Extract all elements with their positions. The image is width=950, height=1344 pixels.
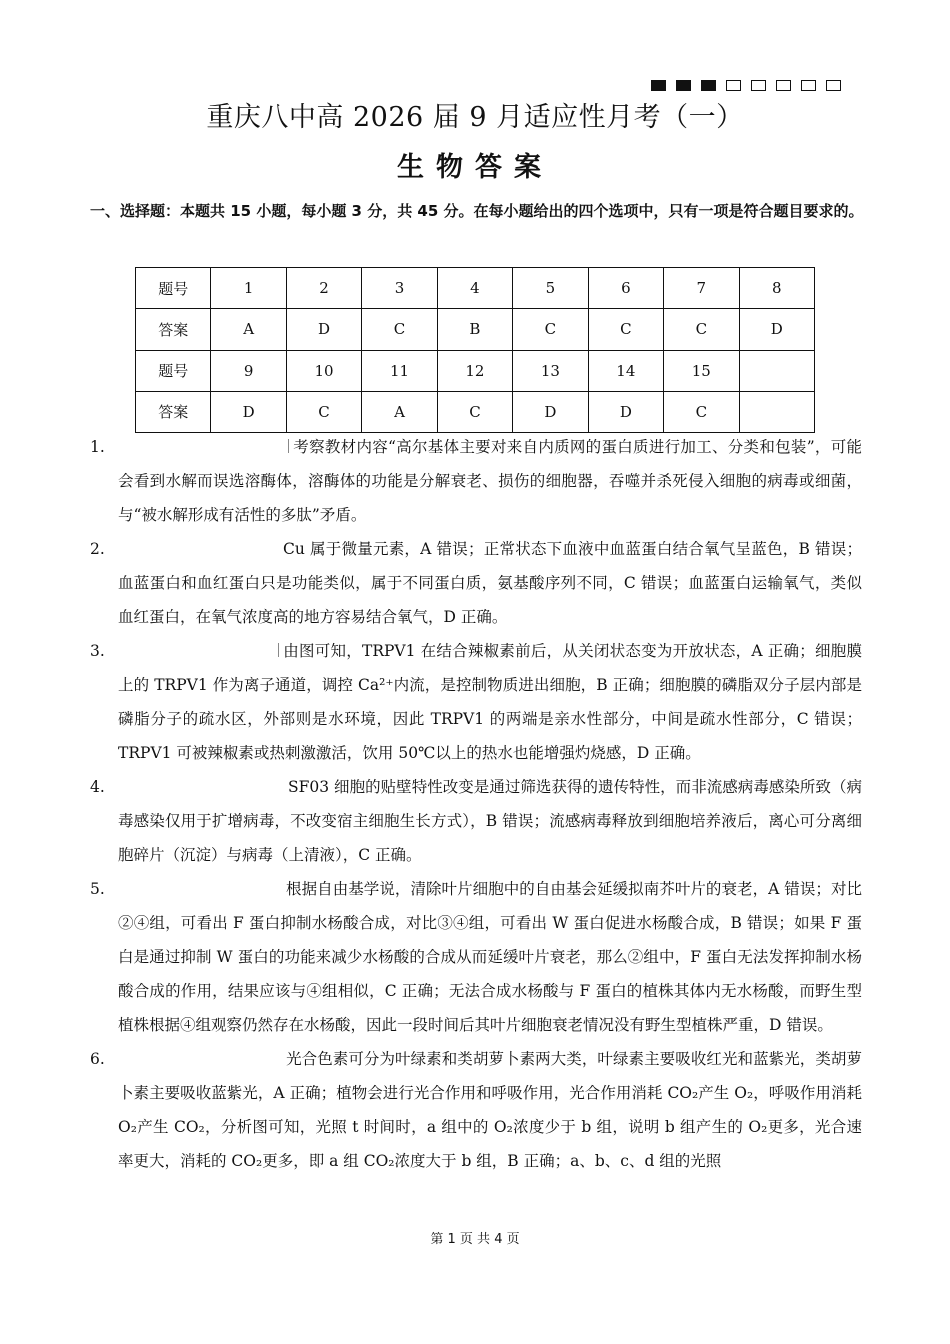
question-cell: 15 xyxy=(664,350,739,391)
empty-square-mark xyxy=(801,80,816,91)
answer-row-label: 答案 xyxy=(136,391,211,432)
question-cell: 6 xyxy=(588,268,663,309)
question-cell: 1 xyxy=(211,268,286,309)
explanation-number: 3. xyxy=(90,642,105,660)
question-cell: 9 xyxy=(211,350,286,391)
explanation-number: 2. xyxy=(90,540,105,558)
corner-marks xyxy=(651,80,841,91)
answer-cell: D xyxy=(739,309,814,350)
answer-row xyxy=(136,309,815,350)
explanation-list xyxy=(90,430,862,1178)
empty-square-mark xyxy=(776,80,791,91)
answer-row-label: 答案 xyxy=(136,309,211,350)
filled-square-mark xyxy=(676,80,691,91)
explanation-text: 根据自由基学说，清除叶片细胞中的自由基会延缓拟南芥叶片的衰老，A 错误；对比②④组，可看出 F 蛋白抑制水杨酸合成，对比③④组，可看出 W 蛋白促进水杨酸合成，B 错误；如果 F 蛋白是通过抑制 W 蛋白的功能来减少水杨酸的合成从而延缓叶片衰老，那么②组中，F 蛋白无法发挥抑制水杨酸合成的作用，结果应该与④组相似，C 正确；无法合成水杨酸与 F 蛋白的植株其体内无水杨酸，而野生型植株根据④组观察仍然存在水杨酸，因此一段时间后其叶片细胞衰老情况没有野生型植株严重，D 错误。 xyxy=(118,880,862,1034)
question-cell: 7 xyxy=(664,268,739,309)
question-cell: 3 xyxy=(362,268,437,309)
redaction-bar xyxy=(288,439,289,453)
answer-cell: C xyxy=(286,391,361,432)
explanation-text: 光合色素可分为叶绿素和类胡萝卜素两大类，叶绿素主要吸收红光和蓝紫光，类胡萝卜素主要吸收蓝紫光，A 正确；植物会进行光合作用和呼吸作用，光合作用消耗 CO₂产生 O₂，呼吸作用消耗 O₂产生 CO₂，分析图可知，光照 t 时间时，a 组中的 O₂浓度少于 b 组，说明 b 组产生的 O₂更多，光合速率更大，消耗的 CO₂更多，即 a 组 CO₂浓度大于 b 组，B 正确；a、b、c、d 组的光照 xyxy=(118,1050,862,1170)
answer-cell: D xyxy=(588,391,663,432)
section-heading: 一、选择题：本题共 15 小题，每小题 3 分，共 45 分。在每小题给出的四个选项中，只有一项是符合题目要求的。 xyxy=(90,202,864,220)
answer-cell: A xyxy=(362,391,437,432)
answer-cell: C xyxy=(362,309,437,350)
explanation-text: SF03 细胞的贴壁特性改变是通过筛选获得的遗传特性，而非流感病毒感染所致（病毒感染仅用于扩增病毒，不改变宿主细胞生长方式），B 错误；流感病毒释放到细胞培养液后，离心可分离细胞碎片（沉淀）与病毒（上清液），C 正确。 xyxy=(118,778,862,864)
empty-square-mark xyxy=(751,80,766,91)
filled-square-mark xyxy=(701,80,716,91)
question-cell: 13 xyxy=(513,350,588,391)
question-cell: 14 xyxy=(588,350,663,391)
answer-cell: D xyxy=(286,309,361,350)
explanation-item xyxy=(90,532,862,634)
answer-cell: D xyxy=(513,391,588,432)
explanation-item xyxy=(90,1042,862,1178)
explanation-item xyxy=(90,872,862,1042)
answer-cell: C xyxy=(588,309,663,350)
answer-cell: C xyxy=(664,391,739,432)
question-cell: 10 xyxy=(286,350,361,391)
answer-row xyxy=(136,391,815,432)
explanation-number: 1. xyxy=(90,438,105,456)
answer-cell: D xyxy=(211,391,286,432)
explanation-number: 6. xyxy=(90,1050,105,1068)
question-row-label: 题号 xyxy=(136,268,211,309)
page-footer: 第 1 页 共 4 页 xyxy=(430,1232,520,1247)
answer-cell: A xyxy=(211,309,286,350)
answer-table xyxy=(135,267,815,433)
question-cell: 5 xyxy=(513,268,588,309)
explanation-text: 考察教材内容“高尔基体主要对来自内质网的蛋白质进行加工、分类和包装”，可能会看到水解而误选溶酶体，溶酶体的功能是分解衰老、损伤的细胞器，吞噬并杀死侵入细胞的病毒或细菌，与“被水解形成有活性的多肽”矛盾。 xyxy=(118,438,862,524)
answer-cell xyxy=(739,391,814,432)
redaction-bar xyxy=(278,643,279,657)
question-cell: 4 xyxy=(437,268,512,309)
explanation-text: Cu 属于微量元素，A 错误；正常状态下血液中血蓝蛋白结合氧气呈蓝色，B 错误；血蓝蛋白和血红蛋白只是功能类似，属于不同蛋白质，氨基酸序列不同，C 错误；血蓝蛋白运输氧气，类似血红蛋白，在氧气浓度高的地方容易结合氧气，D 正确。 xyxy=(118,540,862,626)
explanation-text: 由图可知，TRPV1 在结合辣椒素前后，从关闭状态变为开放状态，A 正确；细胞膜上的 TRPV1 作为离子通道，调控 Ca²⁺内流，是控制物质进出细胞，B 正确；细胞膜的磷脂双分子层内部是磷脂分子的疏水区，外部则是水环境，因此 TRPV1 的两端是亲水性部分，中间是疏水性部分，C 错误；TRPV1 可被辣椒素或热刺激激活，饮用 50℃以上的热水也能增强灼烧感，D 正确。 xyxy=(118,642,862,762)
question-cell: 12 xyxy=(437,350,512,391)
answer-cell: C xyxy=(437,391,512,432)
explanation-item xyxy=(90,770,862,872)
question-cell: 2 xyxy=(286,268,361,309)
question-row xyxy=(136,268,815,309)
explanation-item xyxy=(90,634,862,770)
question-cell: 11 xyxy=(362,350,437,391)
explanation-number: 4. xyxy=(90,778,105,796)
empty-square-mark xyxy=(826,80,841,91)
filled-square-mark xyxy=(651,80,666,91)
question-cell: 8 xyxy=(739,268,814,309)
explanation-number: 5. xyxy=(90,880,105,898)
answer-cell: C xyxy=(664,309,739,350)
answer-cell: B xyxy=(437,309,512,350)
question-row xyxy=(136,350,815,391)
question-cell xyxy=(739,350,814,391)
empty-square-mark xyxy=(726,80,741,91)
question-row-label: 题号 xyxy=(136,350,211,391)
explanation-item xyxy=(90,430,862,532)
subject-title: 生物答案 xyxy=(397,152,553,183)
exam-title: 重庆八中高 2026 届 9 月适应性月考（一） xyxy=(206,102,744,133)
answer-cell: C xyxy=(513,309,588,350)
